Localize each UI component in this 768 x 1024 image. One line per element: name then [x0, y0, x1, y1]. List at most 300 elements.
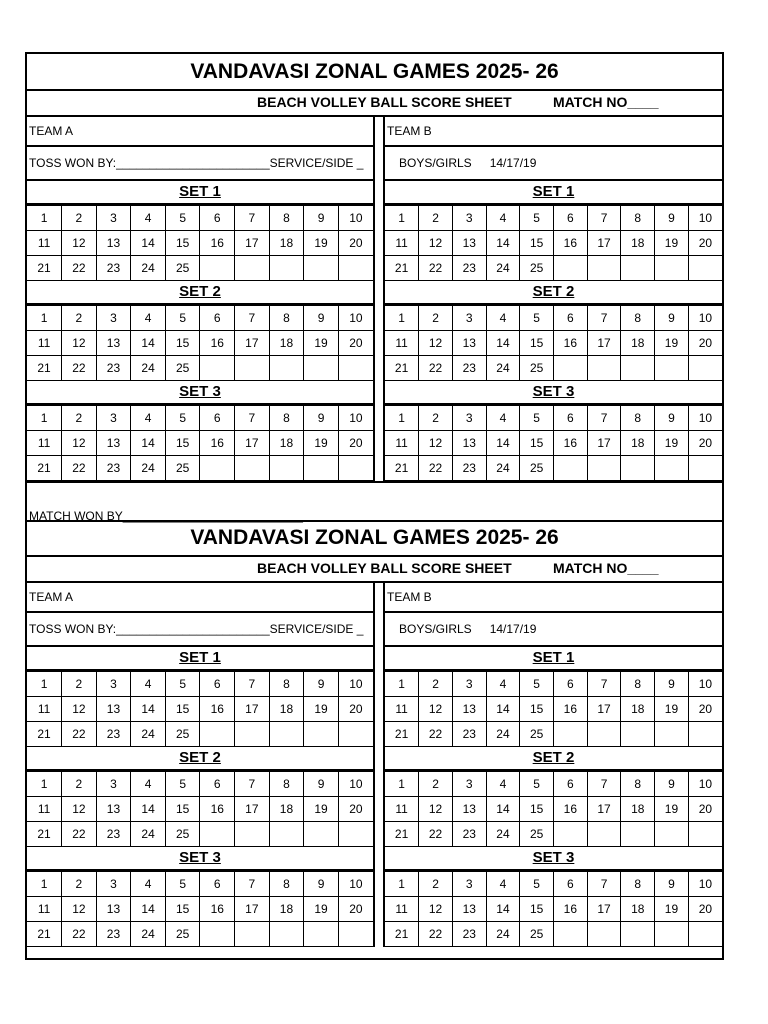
score-cell[interactable]: 14 — [486, 797, 520, 822]
score-cell[interactable]: 15 — [520, 897, 554, 922]
score-cell[interactable] — [688, 456, 722, 481]
score-cell[interactable] — [338, 722, 373, 747]
score-cell[interactable]: 2 — [419, 206, 453, 231]
score-cell[interactable]: 9 — [304, 306, 339, 331]
score-cell[interactable]: 19 — [655, 797, 689, 822]
score-cell[interactable]: 24 — [486, 456, 520, 481]
score-cell[interactable] — [200, 356, 235, 381]
match-number-field[interactable]: MATCH NO____ — [553, 560, 659, 576]
score-cell[interactable]: 8 — [621, 306, 655, 331]
score-cell[interactable]: 2 — [62, 306, 97, 331]
score-cell[interactable]: 19 — [655, 331, 689, 356]
score-cell[interactable]: 1 — [27, 206, 62, 231]
score-cell[interactable]: 13 — [96, 431, 131, 456]
score-cell[interactable]: 18 — [269, 897, 304, 922]
score-cell[interactable]: 1 — [385, 672, 419, 697]
score-cell[interactable]: 25 — [520, 822, 554, 847]
score-cell[interactable]: 7 — [587, 772, 621, 797]
score-cell[interactable] — [554, 256, 588, 281]
score-cell[interactable]: 25 — [165, 456, 200, 481]
score-cell[interactable]: 10 — [688, 206, 722, 231]
score-cell[interactable]: 8 — [621, 406, 655, 431]
score-cell[interactable]: 3 — [452, 406, 486, 431]
score-cell[interactable]: 14 — [131, 897, 166, 922]
score-cell[interactable]: 19 — [655, 897, 689, 922]
score-cell[interactable]: 8 — [269, 672, 304, 697]
score-cell[interactable]: 6 — [554, 306, 588, 331]
score-cell[interactable]: 25 — [165, 722, 200, 747]
score-cell[interactable]: 2 — [419, 772, 453, 797]
score-cell[interactable]: 23 — [96, 922, 131, 947]
score-cell[interactable] — [200, 456, 235, 481]
score-cell[interactable]: 4 — [131, 206, 166, 231]
score-cell[interactable]: 11 — [27, 797, 62, 822]
score-cell[interactable]: 7 — [235, 406, 270, 431]
score-cell[interactable]: 16 — [200, 431, 235, 456]
score-cell[interactable]: 17 — [235, 331, 270, 356]
score-cell[interactable]: 1 — [385, 206, 419, 231]
score-cell[interactable]: 8 — [621, 872, 655, 897]
score-cell[interactable]: 14 — [486, 331, 520, 356]
score-cell[interactable]: 12 — [419, 897, 453, 922]
score-cell[interactable]: 10 — [338, 206, 373, 231]
score-cell[interactable] — [655, 356, 689, 381]
score-cell[interactable] — [587, 356, 621, 381]
score-cell[interactable]: 24 — [131, 922, 166, 947]
score-cell[interactable]: 13 — [452, 231, 486, 256]
score-cell[interactable]: 24 — [486, 356, 520, 381]
score-cell[interactable]: 12 — [419, 797, 453, 822]
score-cell[interactable]: 6 — [200, 306, 235, 331]
score-cell[interactable] — [621, 922, 655, 947]
score-cell[interactable]: 22 — [419, 922, 453, 947]
score-cell[interactable]: 25 — [165, 922, 200, 947]
score-cell[interactable]: 7 — [235, 306, 270, 331]
score-cell[interactable]: 16 — [200, 897, 235, 922]
score-cell[interactable]: 10 — [338, 406, 373, 431]
score-cell[interactable] — [621, 822, 655, 847]
score-cell[interactable]: 25 — [520, 922, 554, 947]
score-cell[interactable] — [200, 256, 235, 281]
score-cell[interactable]: 7 — [587, 872, 621, 897]
score-cell[interactable]: 15 — [165, 697, 200, 722]
score-cell[interactable]: 7 — [235, 872, 270, 897]
score-cell[interactable]: 17 — [235, 231, 270, 256]
score-cell[interactable]: 21 — [27, 356, 62, 381]
score-cell[interactable]: 4 — [131, 306, 166, 331]
score-cell[interactable]: 3 — [452, 206, 486, 231]
score-cell[interactable] — [655, 922, 689, 947]
score-cell[interactable]: 17 — [587, 331, 621, 356]
score-cell[interactable]: 24 — [486, 256, 520, 281]
score-cell[interactable] — [338, 356, 373, 381]
score-cell[interactable]: 13 — [452, 331, 486, 356]
score-cell[interactable]: 9 — [655, 672, 689, 697]
score-cell[interactable]: 20 — [688, 897, 722, 922]
score-cell[interactable]: 11 — [27, 331, 62, 356]
score-cell[interactable]: 14 — [486, 431, 520, 456]
score-cell[interactable]: 13 — [96, 331, 131, 356]
score-cell[interactable]: 22 — [62, 456, 97, 481]
score-cell[interactable]: 10 — [688, 672, 722, 697]
score-cell[interactable]: 13 — [452, 797, 486, 822]
score-cell[interactable]: 21 — [27, 456, 62, 481]
score-cell[interactable]: 24 — [486, 722, 520, 747]
score-cell[interactable]: 25 — [520, 356, 554, 381]
score-cell[interactable] — [304, 822, 339, 847]
score-cell[interactable]: 23 — [96, 822, 131, 847]
score-cell[interactable]: 17 — [587, 697, 621, 722]
score-cell[interactable]: 13 — [96, 797, 131, 822]
score-cell[interactable]: 11 — [27, 231, 62, 256]
score-cell[interactable]: 12 — [62, 231, 97, 256]
score-cell[interactable]: 19 — [304, 231, 339, 256]
score-cell[interactable]: 4 — [486, 772, 520, 797]
score-cell[interactable]: 20 — [688, 797, 722, 822]
score-cell[interactable]: 11 — [27, 897, 62, 922]
score-cell[interactable]: 19 — [304, 331, 339, 356]
score-cell[interactable]: 3 — [96, 672, 131, 697]
score-cell[interactable]: 14 — [131, 697, 166, 722]
score-cell[interactable] — [304, 722, 339, 747]
score-cell[interactable]: 5 — [165, 872, 200, 897]
score-cell[interactable]: 5 — [165, 206, 200, 231]
score-cell[interactable]: 8 — [621, 672, 655, 697]
team-b-field[interactable]: TEAM B — [385, 117, 722, 147]
score-cell[interactable]: 16 — [554, 431, 588, 456]
score-cell[interactable]: 15 — [520, 331, 554, 356]
score-cell[interactable]: 4 — [131, 772, 166, 797]
score-cell[interactable]: 17 — [235, 697, 270, 722]
score-cell[interactable]: 4 — [131, 672, 166, 697]
score-cell[interactable]: 9 — [304, 772, 339, 797]
score-cell[interactable]: 20 — [688, 331, 722, 356]
score-cell[interactable]: 17 — [235, 797, 270, 822]
score-cell[interactable] — [688, 356, 722, 381]
score-cell[interactable] — [269, 822, 304, 847]
score-cell[interactable]: 23 — [96, 356, 131, 381]
score-cell[interactable]: 2 — [62, 772, 97, 797]
score-cell[interactable]: 9 — [304, 206, 339, 231]
score-cell[interactable]: 2 — [62, 406, 97, 431]
score-cell[interactable] — [621, 722, 655, 747]
score-cell[interactable] — [621, 256, 655, 281]
team-b-field[interactable]: TEAM B — [385, 583, 722, 613]
score-cell[interactable]: 2 — [419, 306, 453, 331]
score-cell[interactable]: 6 — [200, 772, 235, 797]
score-cell[interactable]: 5 — [165, 672, 200, 697]
score-cell[interactable]: 21 — [385, 722, 419, 747]
score-cell[interactable]: 13 — [452, 697, 486, 722]
score-cell[interactable]: 22 — [62, 822, 97, 847]
score-cell[interactable]: 10 — [338, 306, 373, 331]
score-cell[interactable]: 3 — [452, 672, 486, 697]
score-cell[interactable]: 23 — [452, 256, 486, 281]
score-cell[interactable]: 11 — [27, 431, 62, 456]
score-cell[interactable]: 21 — [385, 356, 419, 381]
score-cell[interactable] — [235, 356, 270, 381]
score-cell[interactable] — [304, 356, 339, 381]
score-cell[interactable]: 12 — [62, 897, 97, 922]
score-cell[interactable]: 7 — [235, 672, 270, 697]
score-cell[interactable]: 21 — [27, 256, 62, 281]
score-cell[interactable]: 12 — [62, 331, 97, 356]
score-cell[interactable] — [235, 456, 270, 481]
score-cell[interactable]: 1 — [385, 406, 419, 431]
score-cell[interactable]: 13 — [96, 231, 131, 256]
score-cell[interactable]: 9 — [655, 206, 689, 231]
score-cell[interactable]: 6 — [200, 406, 235, 431]
score-cell[interactable]: 1 — [27, 406, 62, 431]
score-cell[interactable]: 11 — [385, 897, 419, 922]
score-cell[interactable]: 15 — [165, 331, 200, 356]
score-cell[interactable]: 16 — [200, 697, 235, 722]
score-cell[interactable]: 18 — [621, 897, 655, 922]
score-cell[interactable]: 6 — [554, 772, 588, 797]
score-cell[interactable]: 8 — [621, 772, 655, 797]
score-cell[interactable]: 9 — [304, 406, 339, 431]
score-cell[interactable]: 21 — [385, 922, 419, 947]
score-cell[interactable] — [235, 256, 270, 281]
score-cell[interactable]: 12 — [419, 331, 453, 356]
score-cell[interactable]: 14 — [131, 331, 166, 356]
team-a-field[interactable]: TEAM A — [27, 117, 373, 147]
score-cell[interactable]: 22 — [62, 722, 97, 747]
score-cell[interactable]: 1 — [27, 672, 62, 697]
score-cell[interactable] — [338, 922, 373, 947]
score-cell[interactable] — [304, 256, 339, 281]
score-cell[interactable] — [200, 922, 235, 947]
score-cell[interactable]: 3 — [452, 306, 486, 331]
score-cell[interactable]: 6 — [554, 672, 588, 697]
score-cell[interactable]: 5 — [520, 672, 554, 697]
score-cell[interactable] — [587, 722, 621, 747]
score-cell[interactable]: 20 — [338, 897, 373, 922]
score-cell[interactable]: 23 — [96, 456, 131, 481]
score-cell[interactable]: 5 — [520, 406, 554, 431]
score-cell[interactable]: 2 — [62, 672, 97, 697]
score-cell[interactable]: 19 — [304, 697, 339, 722]
score-cell[interactable]: 20 — [338, 797, 373, 822]
score-cell[interactable] — [269, 256, 304, 281]
score-cell[interactable]: 21 — [385, 822, 419, 847]
score-cell[interactable]: 12 — [419, 431, 453, 456]
score-cell[interactable]: 17 — [235, 431, 270, 456]
score-cell[interactable]: 23 — [96, 256, 131, 281]
score-cell[interactable] — [688, 822, 722, 847]
score-cell[interactable]: 5 — [165, 406, 200, 431]
score-cell[interactable]: 14 — [131, 797, 166, 822]
category-field[interactable] — [385, 613, 722, 647]
score-cell[interactable]: 10 — [688, 772, 722, 797]
score-cell[interactable]: 18 — [269, 231, 304, 256]
score-cell[interactable]: 18 — [621, 697, 655, 722]
score-cell[interactable] — [235, 822, 270, 847]
score-cell[interactable]: 18 — [621, 431, 655, 456]
score-cell[interactable] — [587, 922, 621, 947]
score-cell[interactable]: 10 — [688, 306, 722, 331]
score-cell[interactable]: 7 — [587, 406, 621, 431]
score-cell[interactable]: 11 — [385, 231, 419, 256]
score-cell[interactable]: 5 — [520, 772, 554, 797]
score-cell[interactable]: 25 — [165, 356, 200, 381]
score-cell[interactable] — [338, 456, 373, 481]
score-cell[interactable]: 4 — [486, 206, 520, 231]
score-cell[interactable]: 15 — [520, 797, 554, 822]
score-cell[interactable]: 22 — [62, 256, 97, 281]
score-cell[interactable]: 7 — [235, 206, 270, 231]
score-cell[interactable]: 16 — [200, 797, 235, 822]
score-cell[interactable] — [338, 256, 373, 281]
score-cell[interactable]: 9 — [655, 406, 689, 431]
score-cell[interactable]: 20 — [338, 231, 373, 256]
score-cell[interactable] — [655, 456, 689, 481]
score-cell[interactable]: 15 — [165, 897, 200, 922]
score-cell[interactable] — [554, 922, 588, 947]
score-cell[interactable]: 1 — [27, 772, 62, 797]
score-cell[interactable]: 25 — [520, 456, 554, 481]
score-cell[interactable]: 1 — [27, 872, 62, 897]
score-cell[interactable]: 6 — [554, 872, 588, 897]
toss-field[interactable]: TOSS WON BY:_______________________SERVICE/SIDE _ — [27, 613, 373, 647]
score-cell[interactable]: 3 — [96, 206, 131, 231]
score-cell[interactable]: 2 — [62, 206, 97, 231]
score-cell[interactable]: 10 — [338, 672, 373, 697]
score-cell[interactable]: 9 — [304, 872, 339, 897]
score-cell[interactable]: 15 — [520, 231, 554, 256]
score-cell[interactable]: 15 — [165, 797, 200, 822]
score-cell[interactable]: 22 — [62, 356, 97, 381]
toss-field[interactable]: TOSS WON BY:_______________________SERVICE/SIDE _ — [27, 147, 373, 181]
score-cell[interactable]: 16 — [200, 331, 235, 356]
score-cell[interactable]: 24 — [131, 722, 166, 747]
score-cell[interactable]: 9 — [655, 306, 689, 331]
score-cell[interactable]: 1 — [385, 306, 419, 331]
score-cell[interactable]: 6 — [200, 206, 235, 231]
score-cell[interactable]: 25 — [165, 256, 200, 281]
score-cell[interactable] — [655, 256, 689, 281]
score-cell[interactable]: 19 — [304, 431, 339, 456]
score-cell[interactable]: 23 — [452, 822, 486, 847]
score-cell[interactable]: 17 — [587, 431, 621, 456]
score-cell[interactable]: 15 — [520, 431, 554, 456]
score-cell[interactable]: 18 — [269, 331, 304, 356]
score-cell[interactable]: 24 — [131, 256, 166, 281]
score-cell[interactable]: 4 — [131, 872, 166, 897]
score-cell[interactable]: 11 — [27, 697, 62, 722]
score-cell[interactable]: 3 — [96, 306, 131, 331]
score-cell[interactable]: 16 — [554, 897, 588, 922]
score-cell[interactable] — [269, 356, 304, 381]
score-cell[interactable]: 4 — [486, 406, 520, 431]
score-cell[interactable]: 8 — [269, 206, 304, 231]
score-cell[interactable]: 24 — [486, 922, 520, 947]
score-cell[interactable] — [587, 256, 621, 281]
score-cell[interactable]: 24 — [486, 822, 520, 847]
score-cell[interactable]: 10 — [688, 406, 722, 431]
score-cell[interactable]: 7 — [587, 306, 621, 331]
score-cell[interactable]: 5 — [165, 772, 200, 797]
score-cell[interactable]: 6 — [200, 872, 235, 897]
category-field[interactable] — [385, 147, 722, 181]
score-cell[interactable]: 2 — [419, 672, 453, 697]
score-cell[interactable]: 20 — [688, 697, 722, 722]
score-cell[interactable]: 14 — [131, 231, 166, 256]
score-cell[interactable]: 3 — [452, 772, 486, 797]
score-cell[interactable]: 23 — [452, 456, 486, 481]
score-cell[interactable]: 16 — [554, 797, 588, 822]
score-cell[interactable] — [554, 822, 588, 847]
score-cell[interactable]: 12 — [62, 697, 97, 722]
score-cell[interactable] — [269, 722, 304, 747]
match-won-by-field[interactable]: MATCH WON BY___________________________ — [29, 509, 303, 523]
score-cell[interactable]: 21 — [385, 256, 419, 281]
score-cell[interactable]: 20 — [338, 431, 373, 456]
score-cell[interactable]: 25 — [165, 822, 200, 847]
score-cell[interactable] — [304, 922, 339, 947]
score-cell[interactable]: 23 — [452, 356, 486, 381]
score-cell[interactable]: 20 — [688, 431, 722, 456]
score-cell[interactable]: 12 — [419, 231, 453, 256]
score-cell[interactable]: 21 — [27, 922, 62, 947]
score-cell[interactable]: 8 — [269, 772, 304, 797]
score-cell[interactable] — [621, 356, 655, 381]
score-cell[interactable]: 6 — [554, 406, 588, 431]
score-cell[interactable]: 25 — [520, 722, 554, 747]
score-cell[interactable]: 5 — [520, 306, 554, 331]
score-cell[interactable]: 1 — [27, 306, 62, 331]
score-cell[interactable]: 24 — [131, 356, 166, 381]
score-cell[interactable]: 11 — [385, 697, 419, 722]
score-cell[interactable]: 19 — [304, 897, 339, 922]
score-cell[interactable]: 9 — [655, 872, 689, 897]
score-cell[interactable]: 18 — [621, 797, 655, 822]
score-cell[interactable]: 21 — [27, 722, 62, 747]
score-cell[interactable]: 22 — [419, 256, 453, 281]
score-cell[interactable]: 10 — [338, 772, 373, 797]
score-cell[interactable]: 22 — [62, 922, 97, 947]
score-cell[interactable]: 3 — [96, 772, 131, 797]
score-cell[interactable]: 6 — [200, 672, 235, 697]
score-cell[interactable]: 10 — [688, 872, 722, 897]
score-cell[interactable]: 22 — [419, 822, 453, 847]
score-cell[interactable]: 23 — [452, 922, 486, 947]
team-a-field[interactable]: TEAM A — [27, 583, 373, 613]
score-cell[interactable]: 16 — [554, 697, 588, 722]
score-cell[interactable]: 13 — [452, 897, 486, 922]
score-cell[interactable]: 8 — [269, 406, 304, 431]
score-cell[interactable]: 9 — [304, 672, 339, 697]
score-cell[interactable]: 5 — [520, 872, 554, 897]
score-cell[interactable] — [554, 722, 588, 747]
score-cell[interactable] — [304, 456, 339, 481]
score-cell[interactable] — [587, 822, 621, 847]
score-cell[interactable]: 24 — [131, 456, 166, 481]
score-cell[interactable]: 15 — [165, 231, 200, 256]
score-cell[interactable]: 21 — [27, 822, 62, 847]
score-cell[interactable]: 12 — [419, 697, 453, 722]
score-cell[interactable] — [235, 922, 270, 947]
score-cell[interactable] — [688, 722, 722, 747]
score-cell[interactable] — [688, 256, 722, 281]
score-cell[interactable]: 4 — [486, 672, 520, 697]
score-cell[interactable] — [655, 722, 689, 747]
score-cell[interactable]: 15 — [165, 431, 200, 456]
score-cell[interactable]: 19 — [304, 797, 339, 822]
score-cell[interactable]: 14 — [486, 231, 520, 256]
score-cell[interactable]: 21 — [385, 456, 419, 481]
score-cell[interactable]: 20 — [338, 331, 373, 356]
